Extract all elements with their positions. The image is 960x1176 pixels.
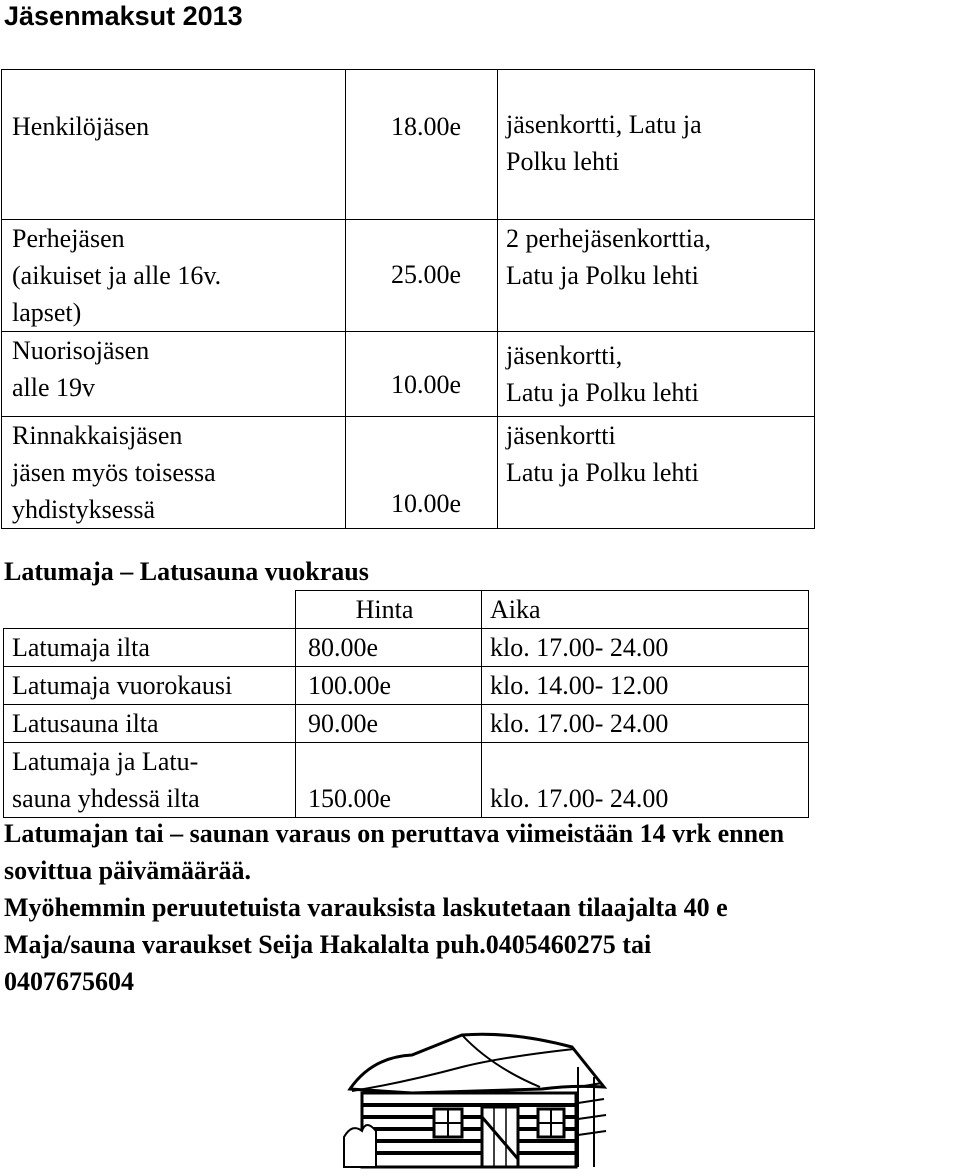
rental-price: 80.00e bbox=[296, 629, 482, 667]
membership-price: 10.00e bbox=[346, 332, 498, 417]
membership-benefits: jäsenkortti Latu ja Polku lehti bbox=[498, 417, 815, 529]
membership-type: Perhejäsen (aikuiset ja alle 16v. lapset) bbox=[2, 220, 346, 332]
table-row bbox=[2, 332, 815, 417]
membership-benefits: jäsenkortti, Latu ja Polku lehti bbox=[498, 70, 815, 220]
rental-table bbox=[3, 590, 809, 818]
note-line: sovittua päivämäärää. bbox=[4, 856, 251, 885]
booking-notes bbox=[4, 815, 960, 1000]
membership-type: Rinnakkaisjäsen jäsen myös toisessa yhdistyksessä bbox=[2, 417, 346, 529]
header-price: Hinta bbox=[296, 591, 482, 629]
header-time: Aika bbox=[482, 591, 809, 629]
rental-price: 90.00e bbox=[296, 705, 482, 743]
rental-item: Latumaja ilta bbox=[4, 629, 296, 667]
table-row bbox=[4, 629, 809, 667]
note-line: Myöhemmin peruutetuista varauksista laskutetaan tilaajalta 40 e bbox=[4, 893, 728, 922]
table-row bbox=[2, 220, 815, 332]
rental-time: klo. 17.00- 24.00 bbox=[482, 705, 809, 743]
rental-price: 150.00e bbox=[296, 743, 482, 818]
membership-price: 18.00e bbox=[346, 70, 498, 220]
page-title: Jäsenmaksut 2013 bbox=[4, 1, 243, 31]
membership-benefits: 2 perhejäsenkorttia, Latu ja Polku lehti bbox=[498, 220, 815, 332]
note-line: Latumajan tai – saunan varaus on peruttava viimeistään 14 vrk ennen bbox=[4, 819, 785, 848]
log-cabin-icon bbox=[342, 1027, 612, 1176]
rental-item: Latumaja vuorokausi bbox=[4, 667, 296, 705]
membership-price: 25.00e bbox=[346, 220, 498, 332]
rental-time: klo. 14.00- 12.00 bbox=[482, 667, 809, 705]
rental-item: Latumaja ja Latu- sauna yhdessä ilta bbox=[4, 743, 296, 818]
table-row bbox=[2, 70, 815, 220]
membership-type: Henkilöjäsen bbox=[2, 70, 346, 220]
note-line: 0407675604 bbox=[4, 967, 134, 996]
rental-heading: Latumaja – Latusauna vuokraus bbox=[4, 557, 369, 586]
table-header-row bbox=[4, 591, 809, 629]
table-row bbox=[4, 667, 809, 705]
table-row bbox=[4, 705, 809, 743]
membership-price: 10.00e bbox=[346, 417, 498, 529]
membership-type: Nuorisojäsen alle 19v bbox=[2, 332, 346, 417]
membership-benefits: jäsenkortti, Latu ja Polku lehti bbox=[498, 332, 815, 417]
table-row bbox=[4, 743, 809, 818]
note-line: Maja/sauna varaukset Seija Hakalalta puh.0405460275 tai bbox=[4, 930, 652, 959]
rental-time: klo. 17.00- 24.00 bbox=[482, 629, 809, 667]
rental-item: Latusauna ilta bbox=[4, 705, 296, 743]
rental-price: 100.00e bbox=[296, 667, 482, 705]
table-row bbox=[2, 417, 815, 529]
membership-fee-table bbox=[1, 69, 815, 529]
header-blank bbox=[4, 591, 296, 629]
rental-time: klo. 17.00- 24.00 bbox=[482, 743, 809, 818]
